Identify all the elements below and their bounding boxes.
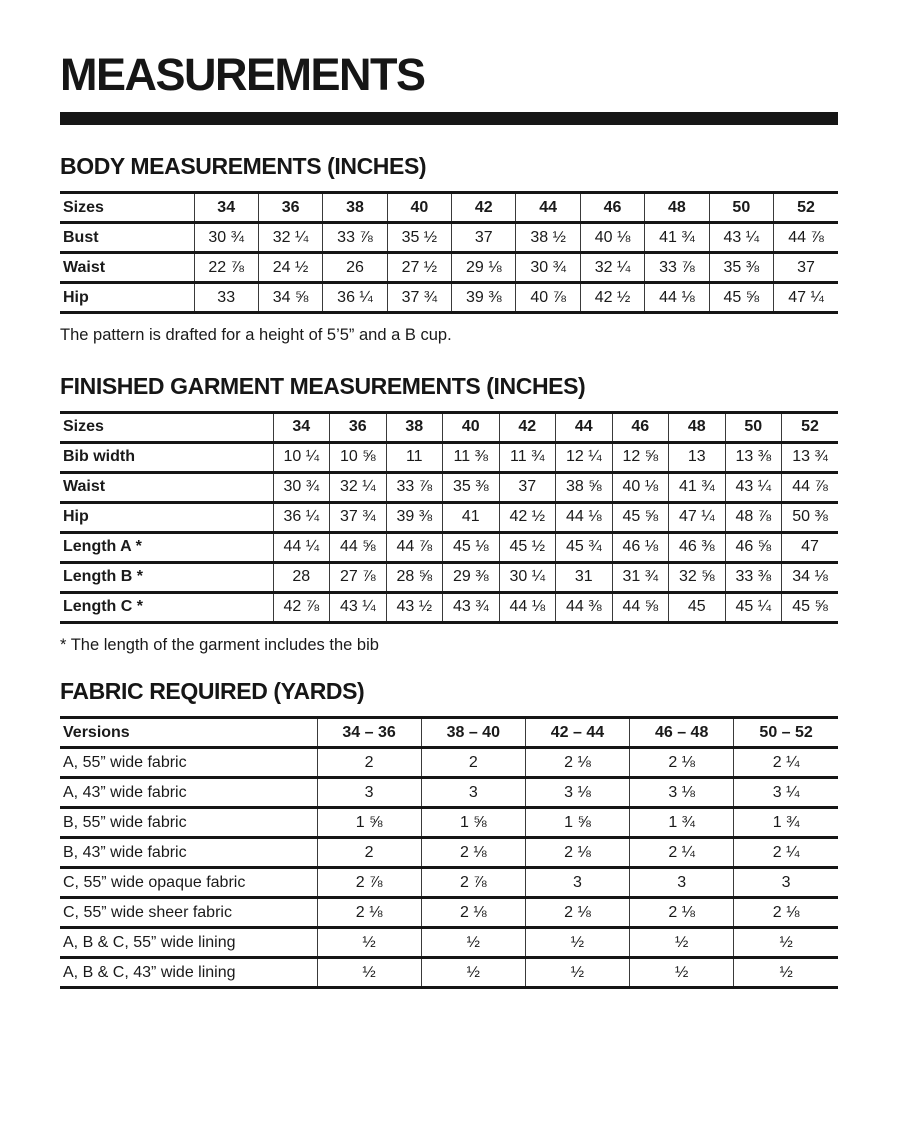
header-size-cell: 50 (709, 193, 773, 223)
table-row (60, 928, 838, 958)
value-cell: 41 ¾ (669, 472, 726, 502)
header-size-cell: 34 (194, 193, 258, 223)
value-cell: 38 ½ (516, 223, 580, 253)
value-cell: 35 ½ (387, 223, 451, 253)
value-cell: 37 (452, 223, 516, 253)
row-label-cell: B, 55” wide fabric (63, 813, 187, 831)
value-cell: 30 ¾ (194, 223, 258, 253)
row-label-cell: Bib width (63, 448, 135, 466)
value-cell: 2 ¼ (630, 838, 734, 868)
value-cell: 45 ¾ (556, 532, 613, 562)
fabric-required-section (60, 680, 838, 989)
value-cell: 30 ¾ (273, 472, 330, 502)
value-cell: 2 ⅛ (421, 898, 525, 928)
row-label-cell: Length C * (63, 598, 143, 616)
value-cell: 40 ⅞ (516, 283, 580, 313)
value-cell: 33 ⅞ (386, 472, 443, 502)
value-cell: 11 ¾ (499, 442, 556, 472)
table-row (60, 562, 838, 592)
value-cell: 38 ⅝ (556, 472, 613, 502)
value-cell: 13 (669, 442, 726, 472)
table-header-row (60, 193, 838, 223)
value-cell: 27 ½ (387, 253, 451, 283)
value-cell: 28 ⅝ (386, 562, 443, 592)
value-cell: 2 ¼ (734, 748, 838, 778)
value-cell: 28 (273, 562, 330, 592)
value-cell: ½ (630, 958, 734, 988)
header-size-cell: 34 – 36 (317, 718, 421, 748)
value-cell: 2 (317, 838, 421, 868)
value-cell: ½ (525, 928, 629, 958)
table-row (60, 592, 838, 622)
header-size-cell: 38 (386, 412, 443, 442)
table-row (60, 778, 838, 808)
value-cell: 11 ⅜ (443, 442, 500, 472)
value-cell: 26 (323, 253, 387, 283)
value-cell: 43 ¼ (330, 592, 387, 622)
header-size-cell: 50 (725, 412, 782, 442)
value-cell: 13 ¾ (782, 442, 839, 472)
value-cell: 2 ⅛ (630, 748, 734, 778)
value-cell: 31 ¾ (612, 562, 669, 592)
row-label-cell: C, 55” wide opaque fabric (63, 873, 246, 891)
table-row (60, 532, 838, 562)
row-label-cell: B, 43” wide fabric (63, 843, 187, 861)
value-cell: 3 (525, 868, 629, 898)
finished-garment-heading: FINISHED GARMENT MEASUREMENTS (INCHES) (60, 372, 586, 399)
header-size-cell: 34 (273, 412, 330, 442)
value-cell: 2 (421, 748, 525, 778)
value-cell: 2 ⅛ (630, 898, 734, 928)
row-label-cell: Waist (63, 478, 106, 496)
value-cell: 46 ⅝ (725, 532, 782, 562)
value-cell: ½ (317, 928, 421, 958)
value-cell: 2 ⅛ (525, 748, 629, 778)
header-size-cell: 46 (580, 193, 644, 223)
table-row (60, 253, 838, 283)
value-cell: 42 ½ (499, 502, 556, 532)
table-row (60, 838, 838, 868)
table-row (60, 868, 838, 898)
header-size-cell: 48 (645, 193, 709, 223)
header-size-cell: 52 (774, 193, 838, 223)
value-cell: 45 (669, 592, 726, 622)
value-cell: ½ (734, 958, 838, 988)
value-cell: 45 ⅝ (709, 283, 773, 313)
value-cell: 3 (630, 868, 734, 898)
value-cell: ½ (630, 928, 734, 958)
value-cell: 43 ¾ (443, 592, 500, 622)
header-size-cell: 50 – 52 (734, 718, 838, 748)
row-label-cell: Bust (63, 228, 99, 246)
value-cell: 30 ¾ (516, 253, 580, 283)
value-cell: 47 ¼ (669, 502, 726, 532)
value-cell: 33 ⅞ (645, 253, 709, 283)
table-row (60, 808, 838, 838)
finished-garment-section (60, 372, 838, 656)
value-cell: 37 ¾ (330, 502, 387, 532)
value-cell: 44 ¼ (273, 532, 330, 562)
page-title: MEASUREMENTS (60, 49, 425, 100)
value-cell: 39 ⅜ (386, 502, 443, 532)
header-size-cell: 36 (258, 193, 322, 223)
value-cell: 13 ⅜ (725, 442, 782, 472)
value-cell: 44 ⅝ (330, 532, 387, 562)
value-cell: 27 ⅞ (330, 562, 387, 592)
value-cell: 41 ¾ (645, 223, 709, 253)
value-cell: 12 ⅝ (612, 442, 669, 472)
value-cell: 3 (421, 778, 525, 808)
value-cell: 37 ¾ (387, 283, 451, 313)
value-cell: ½ (734, 928, 838, 958)
value-cell: 32 ⅝ (669, 562, 726, 592)
row-label-cell: A, B & C, 43” wide lining (63, 963, 236, 981)
value-cell: 3 ¼ (734, 778, 838, 808)
value-cell: 44 ⅞ (386, 532, 443, 562)
value-cell: 33 ⅜ (725, 562, 782, 592)
header-label-cell: Versions (63, 723, 130, 741)
value-cell: 39 ⅜ (452, 283, 516, 313)
header-size-cell: 44 (516, 193, 580, 223)
fabric-required-heading: FABRIC REQUIRED (YARDS) (60, 678, 365, 705)
value-cell: 10 ¼ (273, 442, 330, 472)
value-cell: 37 (499, 472, 556, 502)
value-cell: 35 ⅜ (709, 253, 773, 283)
value-cell: 30 ¼ (499, 562, 556, 592)
value-cell: 2 ¼ (734, 838, 838, 868)
value-cell: 1 ⅝ (421, 808, 525, 838)
header-size-cell: 44 (556, 412, 613, 442)
body-measurements-heading: BODY MEASUREMENTS (INCHES) (60, 153, 427, 179)
value-cell: 2 (317, 748, 421, 778)
value-cell: 45 ⅝ (612, 502, 669, 532)
value-cell: 11 (386, 442, 443, 472)
header-label-cell: Sizes (63, 418, 104, 436)
value-cell: 44 ⅜ (556, 592, 613, 622)
value-cell: 24 ½ (258, 253, 322, 283)
value-cell: 45 ⅝ (782, 592, 839, 622)
value-cell: 32 ¼ (258, 223, 322, 253)
value-cell: 40 ⅛ (612, 472, 669, 502)
value-cell: 42 ½ (580, 283, 644, 313)
value-cell: ½ (317, 958, 421, 988)
value-cell: 33 (194, 283, 258, 313)
value-cell: 37 (774, 253, 838, 283)
value-cell: 29 ⅜ (443, 562, 500, 592)
value-cell: 43 ¼ (725, 472, 782, 502)
header-size-cell: 40 (443, 412, 500, 442)
table-row (60, 502, 838, 532)
value-cell: 43 ¼ (709, 223, 773, 253)
value-cell: 10 ⅝ (330, 442, 387, 472)
value-cell: 29 ⅛ (452, 253, 516, 283)
value-cell: 3 (734, 868, 838, 898)
table-row (60, 283, 838, 313)
value-cell: 41 (443, 502, 500, 532)
value-cell: 33 ⅞ (323, 223, 387, 253)
value-cell: 3 (317, 778, 421, 808)
row-label-cell: Hip (63, 288, 89, 306)
value-cell: 34 ⅝ (258, 283, 322, 313)
value-cell: 3 ⅛ (525, 778, 629, 808)
header-size-cell: 46 – 48 (630, 718, 734, 748)
value-cell: 47 (782, 532, 839, 562)
value-cell: ½ (525, 958, 629, 988)
value-cell: 44 ⅛ (556, 502, 613, 532)
table-row (60, 223, 838, 253)
value-cell: 44 ⅞ (774, 223, 838, 253)
table-header-row (60, 412, 838, 442)
value-cell: 12 ¼ (556, 442, 613, 472)
value-cell: 31 (556, 562, 613, 592)
table-row (60, 898, 838, 928)
header-size-cell: 42 (452, 193, 516, 223)
header-size-cell: 46 (612, 412, 669, 442)
value-cell: 2 ⅞ (421, 868, 525, 898)
row-label-cell: Waist (63, 258, 106, 276)
row-label-cell: Length A * (63, 538, 142, 556)
value-cell: 1 ⅝ (317, 808, 421, 838)
table-row (60, 442, 838, 472)
row-label-cell: A, 43” wide fabric (63, 783, 187, 801)
value-cell: ½ (421, 958, 525, 988)
header-size-cell: 36 (330, 412, 387, 442)
value-cell: 2 ⅞ (317, 868, 421, 898)
table-row (60, 958, 838, 988)
value-cell: 44 ⅛ (499, 592, 556, 622)
value-cell: 35 ⅜ (443, 472, 500, 502)
header-size-cell: 48 (669, 412, 726, 442)
row-label-cell: C, 55” wide sheer fabric (63, 903, 232, 921)
table-header-row (60, 718, 838, 748)
value-cell: 44 ⅝ (612, 592, 669, 622)
fabric-required-table (60, 716, 838, 989)
value-cell: ½ (421, 928, 525, 958)
value-cell: 40 ⅛ (580, 223, 644, 253)
header-size-cell: 40 (387, 193, 451, 223)
value-cell: 44 ⅛ (645, 283, 709, 313)
table-row (60, 748, 838, 778)
value-cell: 50 ⅜ (782, 502, 839, 532)
value-cell: 1 ⅝ (525, 808, 629, 838)
value-cell: 36 ¼ (273, 502, 330, 532)
value-cell: 2 ⅛ (734, 898, 838, 928)
header-size-cell: 38 – 40 (421, 718, 525, 748)
title-divider-bar (60, 112, 838, 125)
row-label-cell: A, B & C, 55” wide lining (63, 933, 236, 951)
value-cell: 45 ⅛ (443, 532, 500, 562)
value-cell: 48 ⅞ (725, 502, 782, 532)
row-label-cell: Hip (63, 508, 89, 526)
header-size-cell: 38 (323, 193, 387, 223)
body-measurements-table (60, 191, 838, 314)
value-cell: 42 ⅞ (273, 592, 330, 622)
garment-length-note: * The length of the garment includes the bib (60, 635, 379, 654)
value-cell: 3 ⅛ (630, 778, 734, 808)
value-cell: 2 ⅛ (525, 838, 629, 868)
finished-garment-table (60, 411, 838, 624)
value-cell: 1 ¾ (734, 808, 838, 838)
value-cell: 22 ⅞ (194, 253, 258, 283)
value-cell: 2 ⅛ (317, 898, 421, 928)
header-label-cell: Sizes (63, 198, 104, 216)
value-cell: 32 ¼ (580, 253, 644, 283)
value-cell: 2 ⅛ (525, 898, 629, 928)
header-size-cell: 42 (499, 412, 556, 442)
value-cell: 47 ¼ (774, 283, 838, 313)
value-cell: 46 ⅜ (669, 532, 726, 562)
value-cell: 45 ¼ (725, 592, 782, 622)
value-cell: 46 ⅛ (612, 532, 669, 562)
value-cell: 36 ¼ (323, 283, 387, 313)
value-cell: 45 ½ (499, 532, 556, 562)
value-cell: 2 ⅛ (421, 838, 525, 868)
value-cell: 1 ¾ (630, 808, 734, 838)
value-cell: 43 ½ (386, 592, 443, 622)
body-measurements-section (60, 155, 838, 346)
row-label-cell: Length B * (63, 568, 143, 586)
table-row (60, 472, 838, 502)
value-cell: 44 ⅞ (782, 472, 839, 502)
header-size-cell: 52 (782, 412, 839, 442)
header-size-cell: 42 – 44 (525, 718, 629, 748)
height-cup-note: The pattern is drafted for a height of 5’5” and a B cup. (60, 326, 452, 344)
value-cell: 32 ¼ (330, 472, 387, 502)
value-cell: 34 ⅛ (782, 562, 839, 592)
row-label-cell: A, 55” wide fabric (63, 753, 187, 771)
